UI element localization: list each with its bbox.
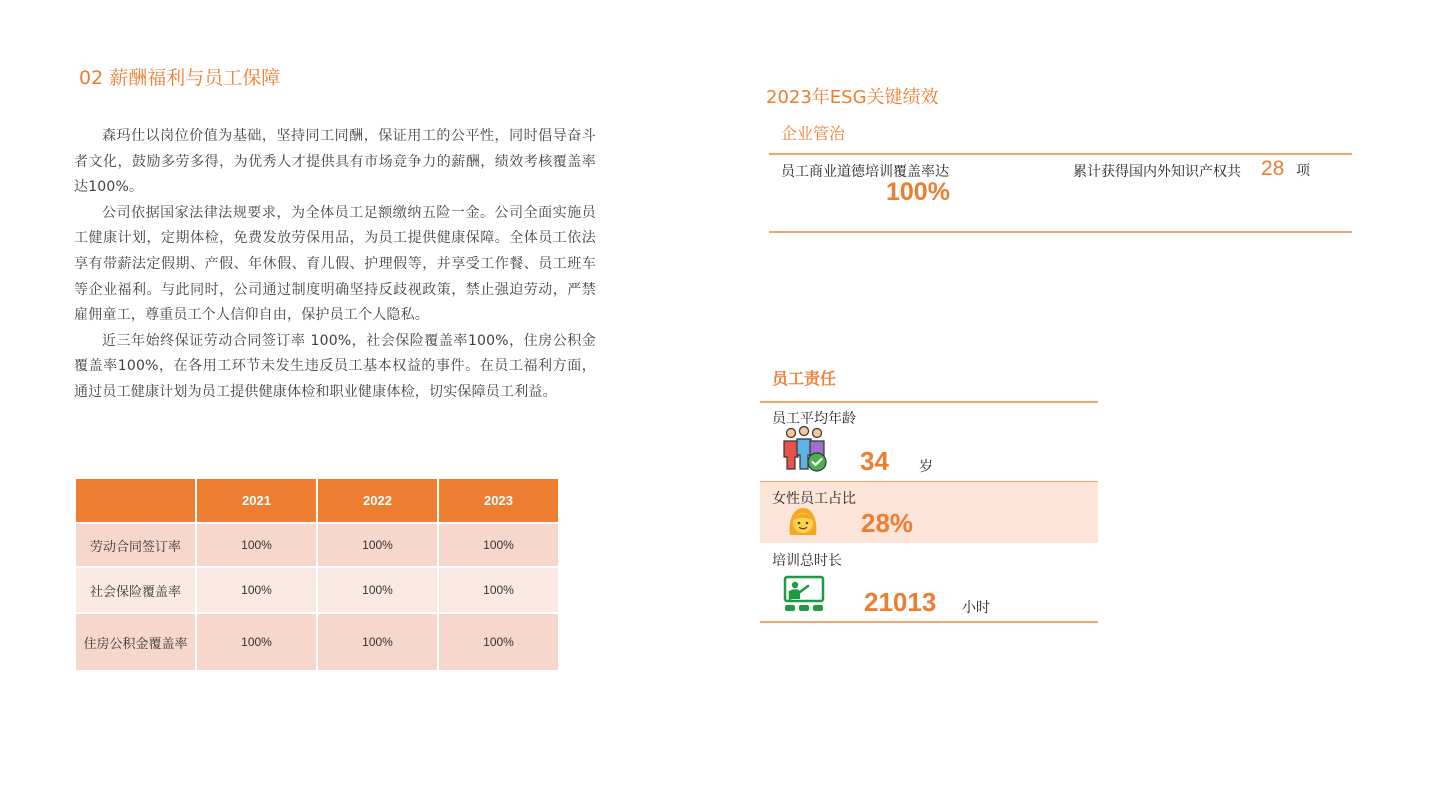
table-row-label: 住房公积金覆盖率 [75,613,196,671]
table-row-label: 劳动合同签订率 [75,523,196,567]
table-header-year: 2022 [317,478,438,523]
governance-bottom-divider [769,231,1352,233]
table-cell: 100% [196,613,317,671]
body-text [74,124,596,406]
average-age-label: 员工平均年龄 [772,411,856,427]
employee-top-divider [760,401,1098,403]
section-title: 02 薪酬福利与员工保障 [79,67,281,89]
average-age-unit: 岁 [919,459,933,475]
paragraph-compensation: 森玛仕以岗位价值为基础，坚持同工同酬，保证用工的公平性，同时倡导奋斗者文化，鼓励多劳多得，为优秀人才提供具有市场竞争力的薪酬，绩效考核覆盖率达100%。 [74,128,596,196]
kpi-title: 2023年ESG关键绩效 [766,87,939,108]
employee-title: 员工责任 [772,369,837,388]
paragraph-rates: 近三年始终保证劳动合同签订率 100%，社会保险覆盖率100%，住房公积金覆盖率100%，在各用工环节未发生违反员工基本权益的事件。在员工福利方面，通过员工健康计划为员工提供健康体检和职业健康体检，切实保障员工利益。 [74,332,596,400]
coverage-rate-table [74,477,560,672]
table-header-year: 2023 [438,478,559,523]
table-header-row [75,478,559,523]
table-header-blank [75,478,196,523]
table-cell: 100% [438,567,559,613]
ip-count-unit: 项 [1296,163,1310,179]
ip-count-label: 累计获得国内外知识产权共 [1073,164,1241,180]
table-row-label: 社会保险覆盖率 [75,567,196,613]
table-cell: 100% [438,613,559,671]
table-row [75,567,559,613]
table-cell: 100% [317,567,438,613]
people-group-check-icon [780,425,828,473]
woman-face-icon [786,505,820,539]
governance-top-divider [769,153,1352,155]
table-cell: 100% [317,523,438,567]
training-hours-unit: 小时 [962,600,990,616]
table-cell: 100% [438,523,559,567]
training-hours-label: 培训总时长 [772,553,842,569]
table-row [75,613,559,671]
ip-count-value: 28 [1261,157,1285,180]
table-cell: 100% [196,523,317,567]
female-ratio-value: 28% [861,508,914,538]
table-row [75,523,559,567]
ethics-training-label: 员工商业道德培训覆盖率达 [781,164,949,180]
presentation-board-icon [782,575,826,615]
table-cell: 100% [196,567,317,613]
training-hours-value: 21013 [864,587,937,617]
employee-bottom-divider [760,621,1098,623]
average-age-value: 34 [860,446,889,476]
ethics-training-value: 100% [886,178,950,206]
paragraph-benefits: 公司依据国家法律法规要求，为全体员工足额缴纳五险一金。公司全面实施员工健康计划，定期体检，免费发放劳保用品，为员工提供健康保障。全体员工依法享有带薪法定假期、产假、年休假、育儿假、护理假等，并享受工作餐、员工班车等企业福利。与此同时，公司通过制度明确坚持反歧视政策，禁止强迫劳动，严禁雇佣童工，尊重员工个人信仰自由，保护员工个人隐私。 [74,204,596,324]
female-ratio-label: 女性员工占比 [772,491,856,507]
governance-title: 企业管治 [781,124,846,143]
table-header-year: 2021 [196,478,317,523]
table-cell: 100% [317,613,438,671]
